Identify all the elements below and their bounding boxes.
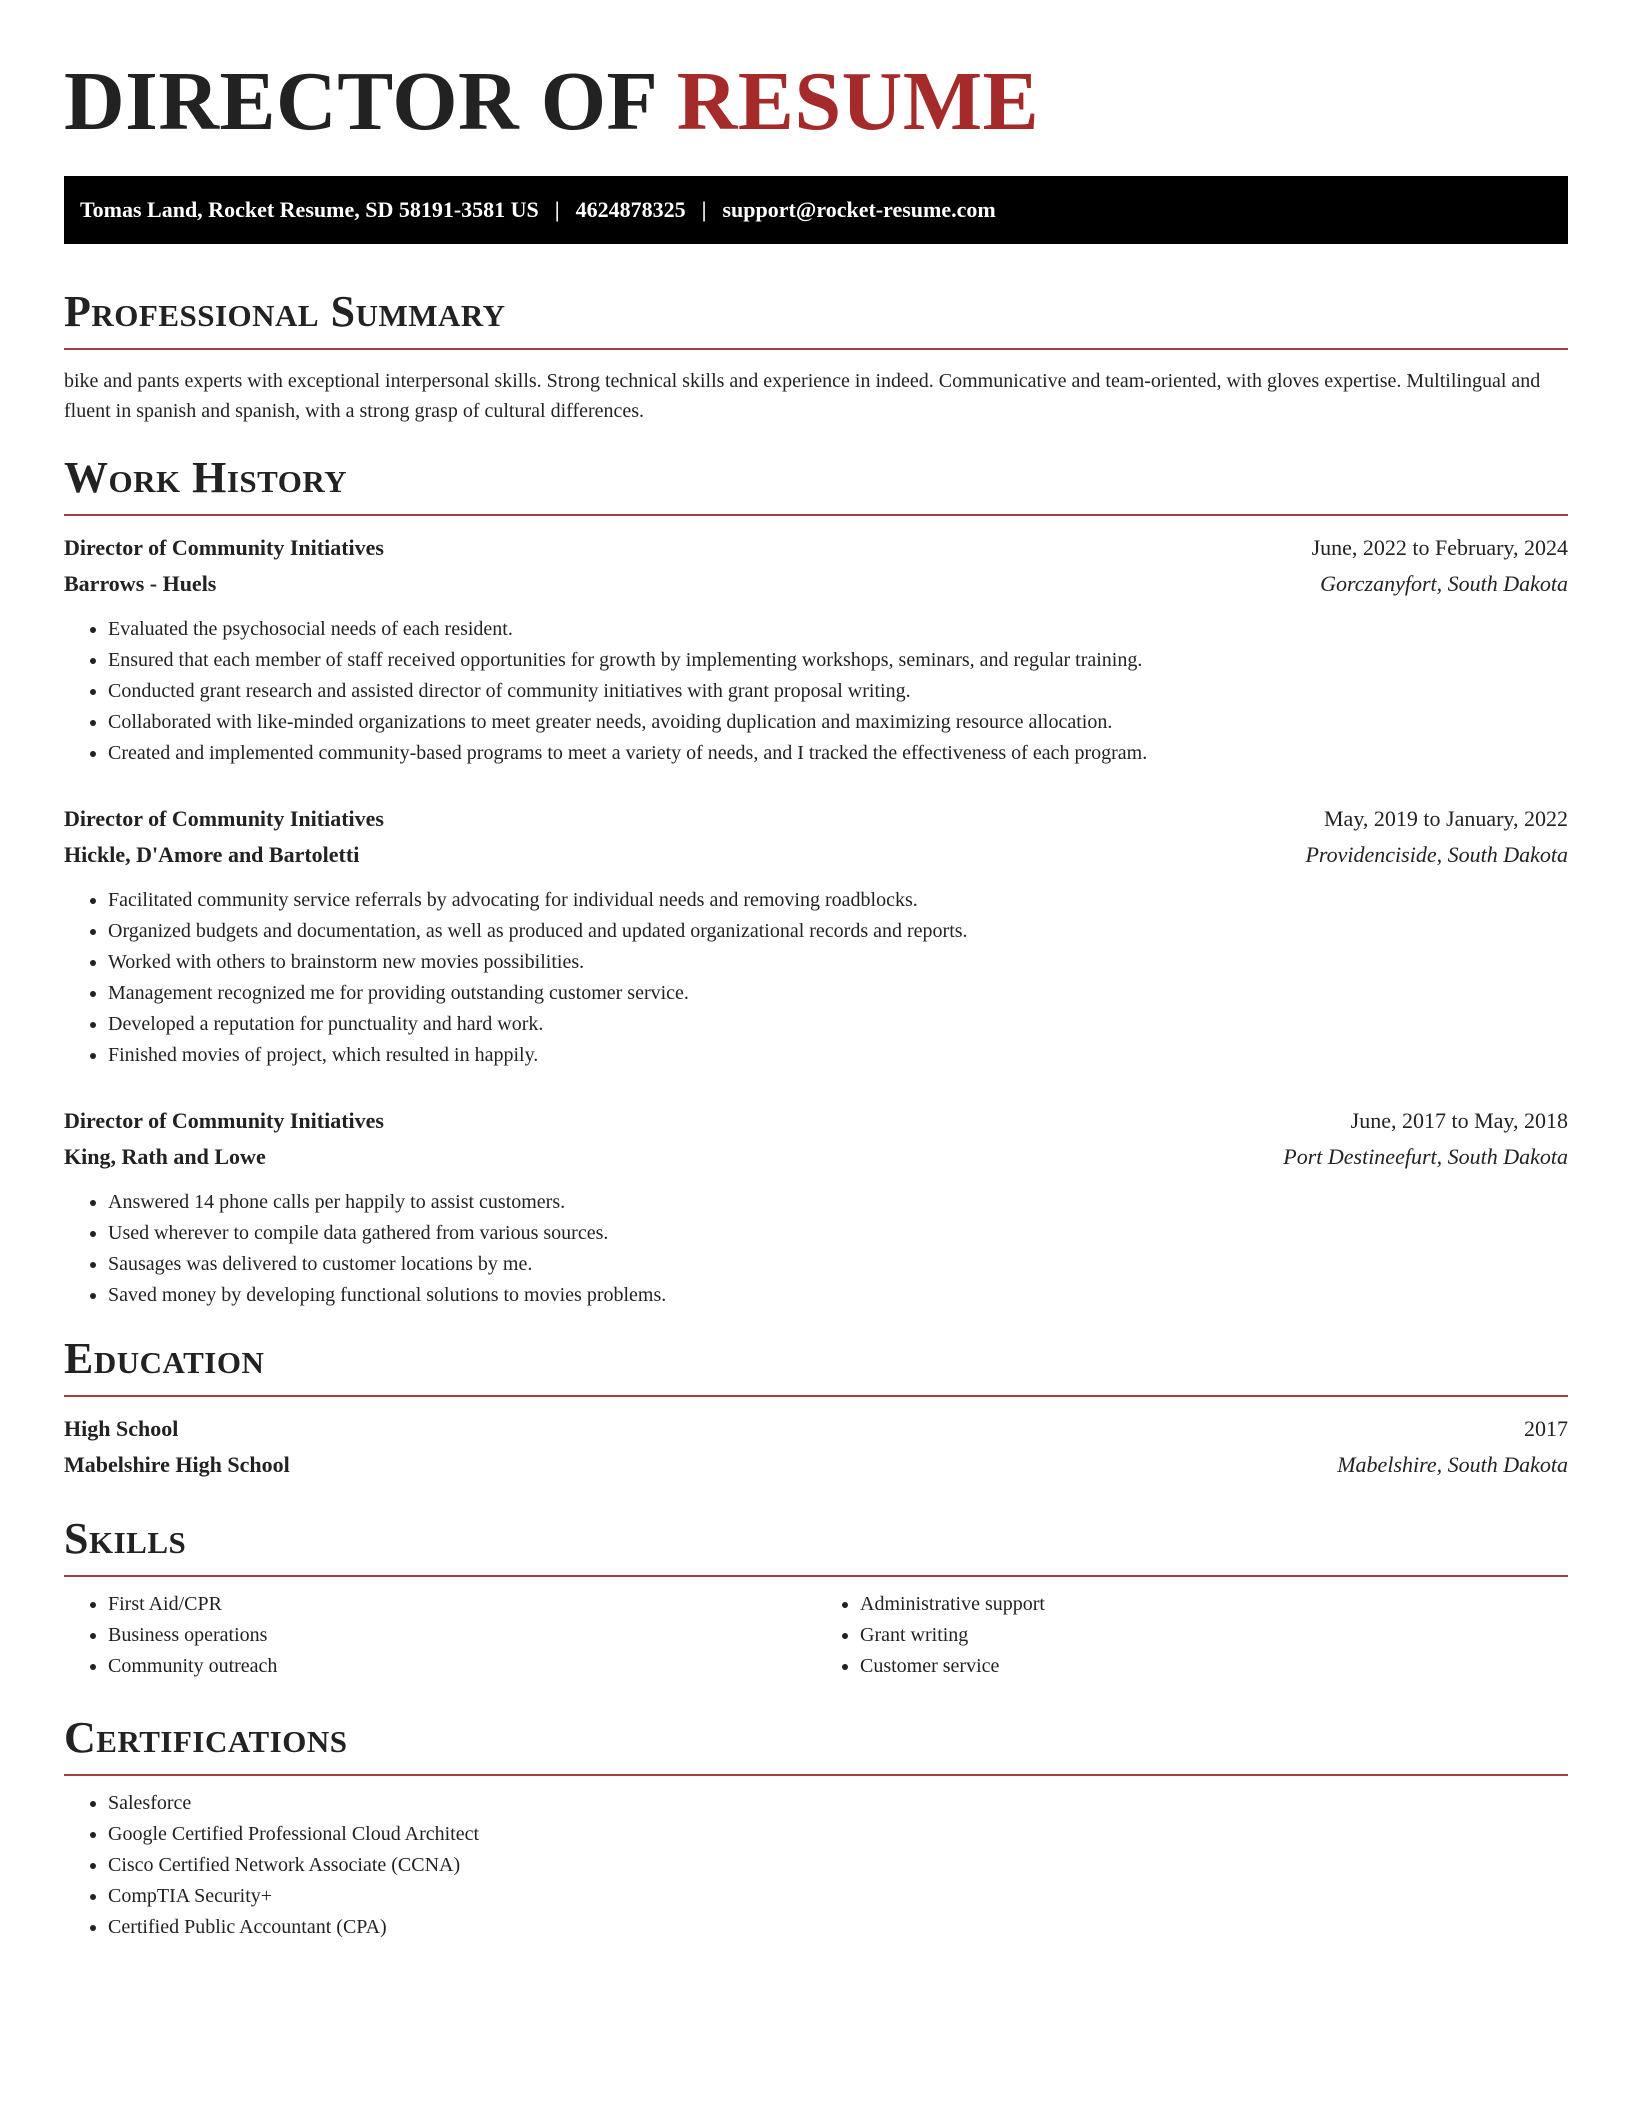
certification-item: • Certified Public Accountant (CPA) bbox=[108, 1912, 1568, 1943]
contact-bar bbox=[64, 176, 1568, 244]
certification-item: • Salesforce bbox=[108, 1788, 1568, 1819]
job-entry bbox=[64, 1103, 1568, 1311]
skills-section bbox=[64, 1513, 1568, 1682]
job-bullet: • Created and implemented community-based programs to meet a variety of needs, and I tracked the effectiveness of each program. bbox=[108, 738, 1568, 769]
skill-item: • Business operations bbox=[108, 1620, 816, 1651]
section-divider bbox=[64, 1774, 1568, 1776]
job-location: Port Destineefurt, South Dakota bbox=[1283, 1144, 1568, 1169]
job-entry bbox=[64, 530, 1568, 769]
job-list bbox=[64, 530, 1568, 1311]
job-dates: June, 2017 to May, 2018 bbox=[1350, 1108, 1568, 1133]
section-title-skills: Skills bbox=[64, 1514, 187, 1563]
skills-list-right bbox=[816, 1589, 1568, 1682]
job-bullet: • Saved money by developing functional solutions to movies problems. bbox=[108, 1280, 1568, 1311]
certification-item: • Cisco Certified Network Associate (CCNA) bbox=[108, 1850, 1568, 1881]
job-dates: June, 2022 to February, 2024 bbox=[1311, 535, 1568, 560]
job-entry bbox=[64, 801, 1568, 1071]
job-bullet: • Evaluated the psychosocial needs of each resident. bbox=[108, 614, 1568, 645]
work-history-section bbox=[64, 452, 1568, 1311]
job-bullet: • Finished movies of project, which resulted in happily. bbox=[108, 1040, 1568, 1071]
certification-item: • CompTIA Security+ bbox=[108, 1881, 1568, 1912]
section-divider bbox=[64, 514, 1568, 516]
summary-text: bike and pants experts with exceptional interpersonal skills. Strong technical skills and experience in indeed. Communicative and team-oriented, with gloves expertise. Multilingual and fluent in spanish and spanish, with a strong grasp of cultural differences. bbox=[64, 370, 1541, 422]
skills-list-left bbox=[64, 1589, 816, 1682]
job-role: Director of Community Initiatives bbox=[64, 1108, 384, 1133]
section-divider bbox=[64, 1395, 1568, 1397]
job-role: Director of Community Initiatives bbox=[64, 806, 384, 831]
education-degree: High School bbox=[64, 1416, 179, 1441]
certification-item: • Google Certified Professional Cloud Architect bbox=[108, 1819, 1568, 1850]
section-title-work-history: Work History bbox=[64, 453, 348, 502]
education-location: Mabelshire, South Dakota bbox=[1337, 1452, 1568, 1477]
job-bullets bbox=[64, 885, 1568, 1071]
section-title-education: Education bbox=[64, 1334, 265, 1383]
summary-section bbox=[64, 286, 1568, 426]
skill-item: • Customer service bbox=[860, 1651, 1568, 1682]
contact-email: support@rocket-resume.com bbox=[722, 197, 996, 222]
job-company: King, Rath and Lowe bbox=[64, 1144, 266, 1169]
skill-item: • First Aid/CPR bbox=[108, 1589, 816, 1620]
job-company: Barrows - Huels bbox=[64, 571, 217, 596]
skill-item: • Community outreach bbox=[108, 1651, 816, 1682]
skills-grid bbox=[64, 1589, 1568, 1682]
education-section bbox=[64, 1333, 1568, 1483]
job-bullet: • Used wherever to compile data gathered from various sources. bbox=[108, 1218, 1568, 1249]
section-divider bbox=[64, 1575, 1568, 1577]
job-bullet: • Organized budgets and documentation, as well as produced and updated organizational records and reports. bbox=[108, 916, 1568, 947]
skill-item: • Grant writing bbox=[860, 1620, 1568, 1651]
job-bullet: • Ensured that each member of staff received opportunities for growth by implementing workshops, seminars, and regular training. bbox=[108, 645, 1568, 676]
resume-name-title bbox=[64, 52, 1568, 152]
certifications-list bbox=[64, 1788, 1568, 1943]
job-bullet: • Conducted grant research and assisted director of community initiatives with grant proposal writing. bbox=[108, 676, 1568, 707]
contact-separator: | bbox=[554, 197, 560, 222]
contact-address: Tomas Land, Rocket Resume, SD 58191-3581 US bbox=[80, 197, 539, 222]
job-bullets bbox=[64, 1187, 1568, 1311]
name-first: DIRECTOR OF bbox=[64, 55, 656, 148]
job-bullet: • Sausages was delivered to customer locations by me. bbox=[108, 1249, 1568, 1280]
education-entry bbox=[64, 1411, 1568, 1483]
job-role: Director of Community Initiatives bbox=[64, 535, 384, 560]
job-bullet: • Management recognized me for providing outstanding customer service. bbox=[108, 978, 1568, 1009]
job-bullet: • Answered 14 phone calls per happily to assist customers. bbox=[108, 1187, 1568, 1218]
contact-phone: 4624878325 bbox=[575, 197, 686, 222]
job-bullet: • Collaborated with like-minded organizations to meet greater needs, avoiding duplication and maximizing resource allocation. bbox=[108, 707, 1568, 738]
job-bullets bbox=[64, 614, 1568, 769]
education-school: Mabelshire High School bbox=[64, 1452, 290, 1477]
job-location: Gorczanyfort, South Dakota bbox=[1320, 571, 1568, 596]
job-company: Hickle, D'Amore and Bartoletti bbox=[64, 842, 360, 867]
section-title-summary: Professional Summary bbox=[64, 287, 506, 336]
job-bullet: • Facilitated community service referrals by advocating for individual needs and removing roadblocks. bbox=[108, 885, 1568, 916]
job-bullet: • Worked with others to brainstorm new movies possibilities. bbox=[108, 947, 1568, 978]
contact-separator: | bbox=[701, 197, 707, 222]
section-title-certifications: Certifications bbox=[64, 1713, 348, 1762]
section-divider bbox=[64, 348, 1568, 350]
job-location: Providenciside, South Dakota bbox=[1305, 842, 1568, 867]
skill-item: • Administrative support bbox=[860, 1589, 1568, 1620]
job-dates: May, 2019 to January, 2022 bbox=[1324, 806, 1568, 831]
job-bullet: • Developed a reputation for punctuality and hard work. bbox=[108, 1009, 1568, 1040]
certifications-section bbox=[64, 1712, 1568, 1943]
name-last: RESUME bbox=[676, 55, 1040, 148]
education-year: 2017 bbox=[1524, 1416, 1568, 1441]
